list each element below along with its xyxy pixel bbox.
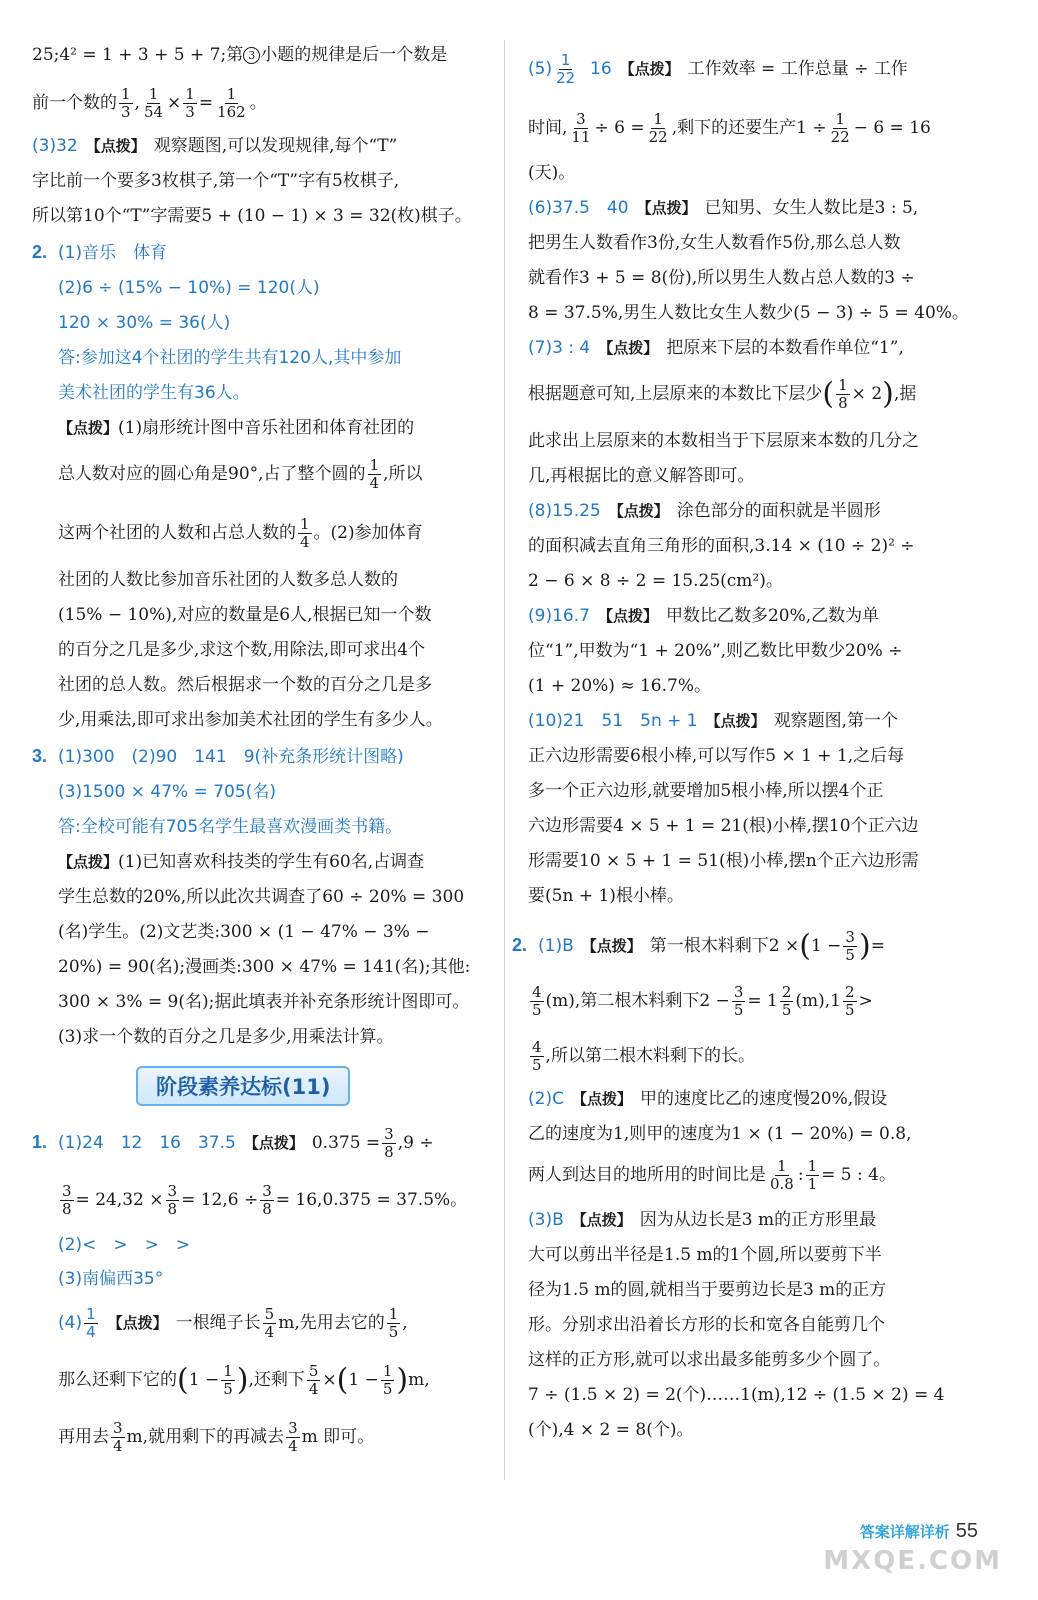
text-line: 社团的人数比参加音乐社团的人数多总人数的 [58, 570, 398, 590]
numerator: 1 [838, 376, 848, 394]
numerator: 1 [121, 85, 131, 103]
text: m 即可。 [301, 1427, 375, 1447]
denominator: 8 [262, 1200, 272, 1218]
answer: (4) [58, 1313, 83, 1333]
denominator: 1 [807, 1175, 818, 1193]
text-line [32, 1420, 482, 1455]
answer: (1)音乐 体育 [58, 243, 168, 263]
text: 根据题意可知,上层原来的本数比下层少 [528, 384, 823, 404]
text: (1)扇形统计图中音乐社团和体育社团的 [118, 418, 415, 438]
denominator: 8 [167, 1200, 178, 1218]
text-line: 300 × 3% = 9(名);据此填表并补充条形统计图即可。 [58, 992, 470, 1012]
numerator: 1 [226, 85, 237, 103]
numerator: 1 [300, 515, 310, 533]
text-line: 把男生人数看作3份,女生人数看作5份,那么总人数 [528, 233, 901, 253]
fraction [829, 111, 852, 146]
numerator: 1 [185, 85, 195, 103]
answer: (3)南偏西35° [58, 1269, 164, 1289]
text-line: 多一个正六边形,就要增加5根小棒,所以摆4个正 [528, 781, 884, 801]
text-line [528, 377, 968, 412]
text-line: (15% − 10%),对应的数量是6人,根据已知一个数 [58, 605, 432, 625]
text: 。(2)参加体育 [313, 523, 423, 543]
denominator: 4 [288, 1437, 298, 1455]
numerator: 2 [781, 983, 792, 1001]
denominator: 5 [733, 1001, 744, 1019]
denominator: 5 [223, 1380, 233, 1398]
answer: (6)37.5 40 [528, 198, 629, 218]
answer: 答:参加这4个社团的学生共有120人,其中参加 [58, 348, 402, 368]
numerator: 3 [113, 1419, 123, 1437]
text: m, [408, 1370, 430, 1390]
text: 观察题图,可以发现规律,每个“T” [153, 136, 398, 156]
operator: = [198, 93, 214, 113]
text: 观察题图,第一个 [773, 711, 899, 731]
fraction [836, 377, 850, 412]
fraction [806, 1158, 820, 1193]
text-line: 所以第10个“T”字需要5 + (10 − 1) × 3 = 32(枚)棋子。 [32, 206, 472, 226]
watermark: MXQE.COM [823, 1546, 1002, 1576]
text-line [528, 1088, 968, 1110]
text-line [528, 984, 968, 1019]
numerator: 3 [384, 1125, 394, 1143]
text-line [528, 1158, 968, 1193]
text: 。 [249, 93, 267, 113]
tip-label: 【点拨】 [243, 1134, 304, 1152]
text: ÷ 6 = [594, 118, 645, 138]
numerator: 4 [532, 983, 542, 1001]
text-line [528, 197, 968, 219]
text: 再用去 [58, 1427, 109, 1447]
answer: (8)15.25 [528, 501, 601, 521]
text: : [797, 1165, 804, 1185]
text: 总人数对应的圆心角是90°,占了整个圆的 [58, 464, 366, 484]
tip-label: 【点拨】 [597, 607, 658, 625]
text-line: 要(5n + 1)根小棒。 [528, 886, 684, 906]
text-line: 前一个数的 $\frac{1}{3}$ , $\frac{1}{54}$ × $\frac{1}{3}$ = $\frac{1}{162}$ 。 [32, 85, 267, 121]
paren: ) [396, 1362, 409, 1398]
numerator: 5 [264, 1305, 275, 1323]
numerator: 1 [369, 456, 380, 474]
column-divider [504, 40, 505, 1480]
denominator: 4 [264, 1323, 275, 1341]
tip-label: 【点拨】 [107, 1314, 168, 1332]
paren: ( [177, 1362, 189, 1398]
numerator: 3 [576, 110, 586, 128]
text-line [528, 1039, 968, 1074]
paren: ( [336, 1362, 349, 1398]
denominator: 4 [86, 1323, 96, 1341]
text-line [528, 52, 968, 87]
numerator: 1 [86, 1305, 96, 1323]
denominator: 5 [532, 1001, 542, 1019]
numerator: 3 [262, 1182, 272, 1200]
text-line [32, 1363, 482, 1398]
denominator: 5 [532, 1056, 542, 1074]
section-title: 阶段素养达标(11) [136, 1066, 350, 1106]
text-line [32, 1306, 482, 1341]
text-line [528, 337, 968, 359]
denominator: 4 [369, 474, 380, 492]
denominator: 4 [308, 1380, 319, 1398]
fraction [215, 86, 248, 121]
denominator: 5 [382, 1380, 393, 1398]
denominator: 3 [121, 103, 131, 121]
text-line [32, 417, 482, 439]
text: 那么还剩下它的 [58, 1370, 177, 1390]
text: = [870, 936, 885, 956]
fraction [530, 984, 544, 1019]
paren: ) [236, 1362, 249, 1398]
text-line [32, 1183, 482, 1218]
text: m,先用去它的 [278, 1313, 385, 1333]
question-2 [32, 241, 482, 264]
text-line: 位“1”,甲数为“1 + 20%”,则乙数比甲数少20% ÷ [528, 641, 903, 661]
text-line: (3)求一个数的百分之几是多少,用乘法计算。 [58, 1027, 394, 1047]
answer: (10)21 51 5n + 1 [528, 711, 698, 731]
text: = 24,32 × [75, 1190, 164, 1210]
fraction [221, 1363, 235, 1398]
answer: 答:全校可能有705名学生最喜欢漫画类书籍。 [58, 817, 403, 837]
denominator: 5 [781, 1001, 792, 1019]
numerator: 1 [388, 1305, 399, 1323]
text: = 16,0.375 = 37.5%。 [275, 1190, 468, 1210]
numerator: 1 [807, 1157, 818, 1175]
text-line [528, 111, 968, 146]
numerator: 1 [560, 51, 571, 69]
text-line: (名)学生。(2)文艺类:300 × (1 − 47% − 3% − [58, 922, 430, 942]
numerator: 3 [167, 1182, 178, 1200]
fraction [166, 1183, 180, 1218]
tip-label: 【点拨】 [608, 502, 669, 520]
tip-label: 【点拨】 [85, 137, 146, 155]
text: 已知男、女生人数比是3 : 5, [704, 198, 919, 218]
numerator: 3 [845, 928, 855, 946]
denominator: 3 [185, 103, 195, 121]
operator: × [167, 93, 182, 113]
text: × 2 [851, 384, 883, 404]
tip-label: 【点拨】 [636, 199, 697, 217]
text: 前一个数的 [32, 93, 117, 113]
text-line: 这样的正方形,就可以求出最多能剪多少个圆了。 [528, 1350, 891, 1370]
answer: (1)300 (2)90 141 9(补充条形统计图略) [58, 747, 404, 767]
text-line: (个),4 × 2 = 8(个)。 [528, 1420, 694, 1440]
text-line [528, 500, 968, 522]
text: m,就用剩下的再减去 [126, 1427, 285, 1447]
denominator: 8 [838, 394, 848, 412]
denominator: 162 [217, 103, 246, 121]
answer: (2)< > > > [58, 1235, 191, 1255]
fraction [554, 52, 577, 87]
tip-label: 【点拨】 [571, 1211, 632, 1229]
text-line [32, 457, 482, 492]
fraction [260, 1183, 274, 1218]
fraction [84, 1306, 98, 1341]
text-line [32, 851, 482, 873]
numerator: 1 [777, 1157, 787, 1175]
text-line: 就看作3 + 5 = 8(份),所以男生人数占总人数的3 ÷ [528, 268, 915, 288]
text-line: 20%) = 90(名);漫画类:300 × 47% = 141(名);其他: [58, 957, 471, 977]
fraction [780, 984, 794, 1019]
text-line: 2 − 6 × 8 ÷ 2 = 15.25(cm²)。 [528, 571, 783, 591]
text: = 1 [747, 991, 778, 1011]
text: = 12,6 ÷ [181, 1190, 259, 1210]
text: 1 − [810, 936, 842, 956]
text-line: 社团的总人数。然后根据求一个数的百分之几是多 [58, 675, 432, 695]
answer: (3)32 [32, 136, 78, 156]
fraction [286, 1420, 300, 1455]
text: 工作效率 = 工作总量 ÷ 工作 [687, 59, 908, 79]
fraction [119, 86, 133, 121]
fraction [387, 1306, 401, 1341]
paren: ( [799, 928, 811, 964]
text: (m),第二根木料剩下2 − [545, 991, 730, 1011]
fraction [569, 111, 592, 146]
paren: ) [882, 376, 894, 412]
text: 两人到达目的地所用的时间比是 [528, 1165, 766, 1185]
denominator: 54 [143, 103, 164, 121]
text: 甲数比乙数多20%,乙数为单 [665, 606, 880, 626]
text: − 6 = 16 [853, 118, 931, 138]
text-line: 径为1.5 m的圆,就相当于要剪边长是3 m的正方 [528, 1280, 887, 1300]
fraction [843, 984, 857, 1019]
answer: 16 [590, 59, 612, 79]
text-line [32, 44, 482, 66]
question-number: 1. [32, 1132, 48, 1152]
text: 0.375 = [311, 1133, 381, 1153]
numerator: 3 [733, 983, 744, 1001]
text-line: 形。分别求出沿着长方形的长和宽各自能剪几个 [528, 1315, 885, 1335]
fraction [381, 1363, 395, 1398]
text: 这两个社团的人数和占总人数的 [58, 523, 296, 543]
section-header [32, 1066, 482, 1106]
fraction [142, 86, 165, 121]
text-line: 正六边形需要6根小棒,可以写作5 × 1 + 1,之后每 [528, 746, 905, 766]
tip-label: 【点拨】 [58, 419, 119, 437]
answer: (5) [528, 59, 553, 79]
text-line: 几,再根据比的意义解答即可。 [528, 466, 755, 486]
numerator: 4 [532, 1038, 542, 1056]
fraction [60, 1183, 74, 1218]
fraction [732, 984, 746, 1019]
page-footer [860, 1520, 978, 1543]
text: 甲的速度比乙的速度慢20%,假设 [639, 1089, 888, 1109]
text: ,所以第二根木料剩下的长。 [545, 1046, 755, 1066]
fraction [183, 86, 197, 121]
denominator: 4 [300, 533, 310, 551]
text-line [528, 605, 968, 627]
numerator: 1 [223, 1362, 233, 1380]
text: > [858, 991, 873, 1011]
text: = 5 : 4。 [821, 1165, 896, 1185]
text: 1 − [188, 1370, 220, 1390]
fraction [111, 1420, 125, 1455]
text: 时间, [528, 118, 568, 138]
footer-label: 答案详解详析 [859, 1523, 950, 1541]
text-line: 此求出上层原来的本数相当于下层原来本数的几分之 [528, 431, 919, 451]
text-line: 的百分之几是多少,求这个数,用除法,即可求出4个 [58, 640, 426, 660]
text: 因为从边长是3 m的正方形里最 [639, 1210, 877, 1230]
answer: (9)16.7 [528, 606, 590, 626]
text-line: 学生总数的20%,所以此次共调查了60 ÷ 20% = 300 [58, 887, 465, 907]
numerator: 1 [653, 110, 663, 128]
operator: × [322, 1370, 337, 1390]
fraction [843, 929, 857, 964]
text-line [32, 516, 482, 551]
text-line: 7 ÷ (1.5 × 2) = 2(个)……1(m),12 ÷ (1.5 × 2) = 4 [528, 1385, 945, 1405]
text-line [528, 1209, 968, 1231]
left-column [32, 38, 482, 1455]
text: (1)已知喜欢科技类的学生有60名,占调查 [118, 852, 425, 872]
text: ,据 [893, 384, 917, 404]
fraction [768, 1158, 796, 1193]
question-3 [32, 745, 482, 768]
numerator: 3 [62, 1182, 72, 1200]
tip-label: 【点拨】 [571, 1090, 632, 1108]
answer: (3)1500 × 47% = 705(名) [58, 782, 276, 802]
text: 把原来下层的本数看作单位“1”, [666, 338, 904, 358]
answer: (2)6 ÷ (15% − 10%) = 120(人) [58, 278, 320, 298]
text: 25;4² = 1 + 3 + 5 + 7;第 [32, 45, 244, 65]
text-line: 字比前一个要多3枚棋子,第一个“T”字有5枚棋子, [32, 171, 400, 191]
denominator: 5 [844, 1001, 855, 1019]
text: ,还剩下 [248, 1370, 305, 1390]
text: 小题的规律是后一个数是 [260, 45, 448, 65]
denominator: 4 [113, 1437, 123, 1455]
denominator: 11 [571, 128, 591, 146]
question-number: 2. [512, 935, 528, 955]
question-2 [512, 929, 968, 964]
fraction [647, 111, 670, 146]
fraction [530, 1039, 544, 1074]
answer: 美术社团的学生有36人。 [58, 383, 250, 403]
denominator: 22 [830, 128, 850, 146]
tip-label: 【点拨】 [619, 60, 680, 78]
text: 一根绳子长 [175, 1313, 261, 1333]
denominator: 22 [556, 69, 576, 87]
text-line [32, 135, 482, 157]
numerator: 1 [148, 85, 159, 103]
text: ,所以 [383, 464, 423, 484]
text: (m),1 [795, 991, 841, 1011]
stage-question-1 [32, 1126, 482, 1161]
paren: ) [858, 928, 871, 964]
page-number: 55 [955, 1520, 978, 1542]
denominator: 8 [62, 1200, 72, 1218]
answer: 120 × 30% = 36(人) [58, 313, 231, 333]
fraction [382, 1126, 396, 1161]
text: 第一根木料剩下2 × [649, 936, 800, 956]
question-number: 3. [32, 746, 48, 766]
denominator: 8 [384, 1143, 394, 1161]
right-column [512, 38, 969, 1441]
answer: (2)C [528, 1089, 564, 1109]
denominator: 0.8 [770, 1175, 794, 1193]
answer: (1)24 12 16 37.5 [58, 1133, 236, 1153]
text: , [402, 1313, 408, 1333]
text-line: 六边形需要4 × 5 + 1 = 21(根)小棒,摆10个正六边 [528, 816, 919, 836]
text-line: 的面积减去直角三角形的面积,3.14 × (10 ÷ 2)² ÷ [528, 536, 915, 556]
text: 涂色部分的面积就是半圆形 [676, 501, 881, 521]
answer: (7)3 : 4 [528, 338, 591, 358]
fraction [263, 1306, 277, 1341]
text-line: (1 + 20%) ≈ 16.7%。 [528, 676, 711, 696]
fraction [368, 457, 382, 492]
fraction [298, 516, 312, 551]
text-line: 大可以剪出半径是1.5 m的1个圆,所以要剪下半 [528, 1245, 882, 1265]
answer: (1)B [538, 936, 574, 956]
text-line [528, 710, 968, 732]
question-number: 2. [32, 242, 48, 262]
text: ,剩下的还要生产1 ÷ [671, 118, 827, 138]
fraction [307, 1363, 321, 1398]
text-line: 8 = 37.5%,男生人数比女生人数少(5 − 3) ÷ 5 = 40%。 [528, 303, 969, 323]
text-line: 少,用乘法,即可求出参加美术社团的学生有多少人。 [58, 710, 443, 730]
paren: ( [822, 376, 835, 412]
text: ,9 ÷ [397, 1133, 434, 1153]
answer: (3)B [528, 1210, 564, 1230]
numerator: 1 [835, 110, 845, 128]
text-line: 形需要10 × 5 + 1 = 51(根)小棒,摆n个正六边形需 [528, 851, 919, 871]
text: 1 − [348, 1370, 379, 1390]
tip-label: 【点拨】 [598, 339, 659, 357]
text-line: 乙的速度为1,则甲的速度为1 × (1 − 20%) = 0.8, [528, 1124, 912, 1144]
numerator: 3 [288, 1419, 298, 1437]
denominator: 22 [648, 128, 668, 146]
circled-number: 3 [243, 47, 260, 64]
text-line: (天)。 [528, 163, 576, 183]
numerator: 1 [382, 1362, 393, 1380]
denominator: 5 [388, 1323, 399, 1341]
tip-label: 【点拨】 [705, 712, 766, 730]
tip-label: 【点拨】 [581, 937, 642, 955]
tip-label: 【点拨】 [58, 853, 119, 871]
denominator: 5 [845, 946, 855, 964]
numerator: 5 [308, 1362, 319, 1380]
numerator: 2 [844, 983, 855, 1001]
